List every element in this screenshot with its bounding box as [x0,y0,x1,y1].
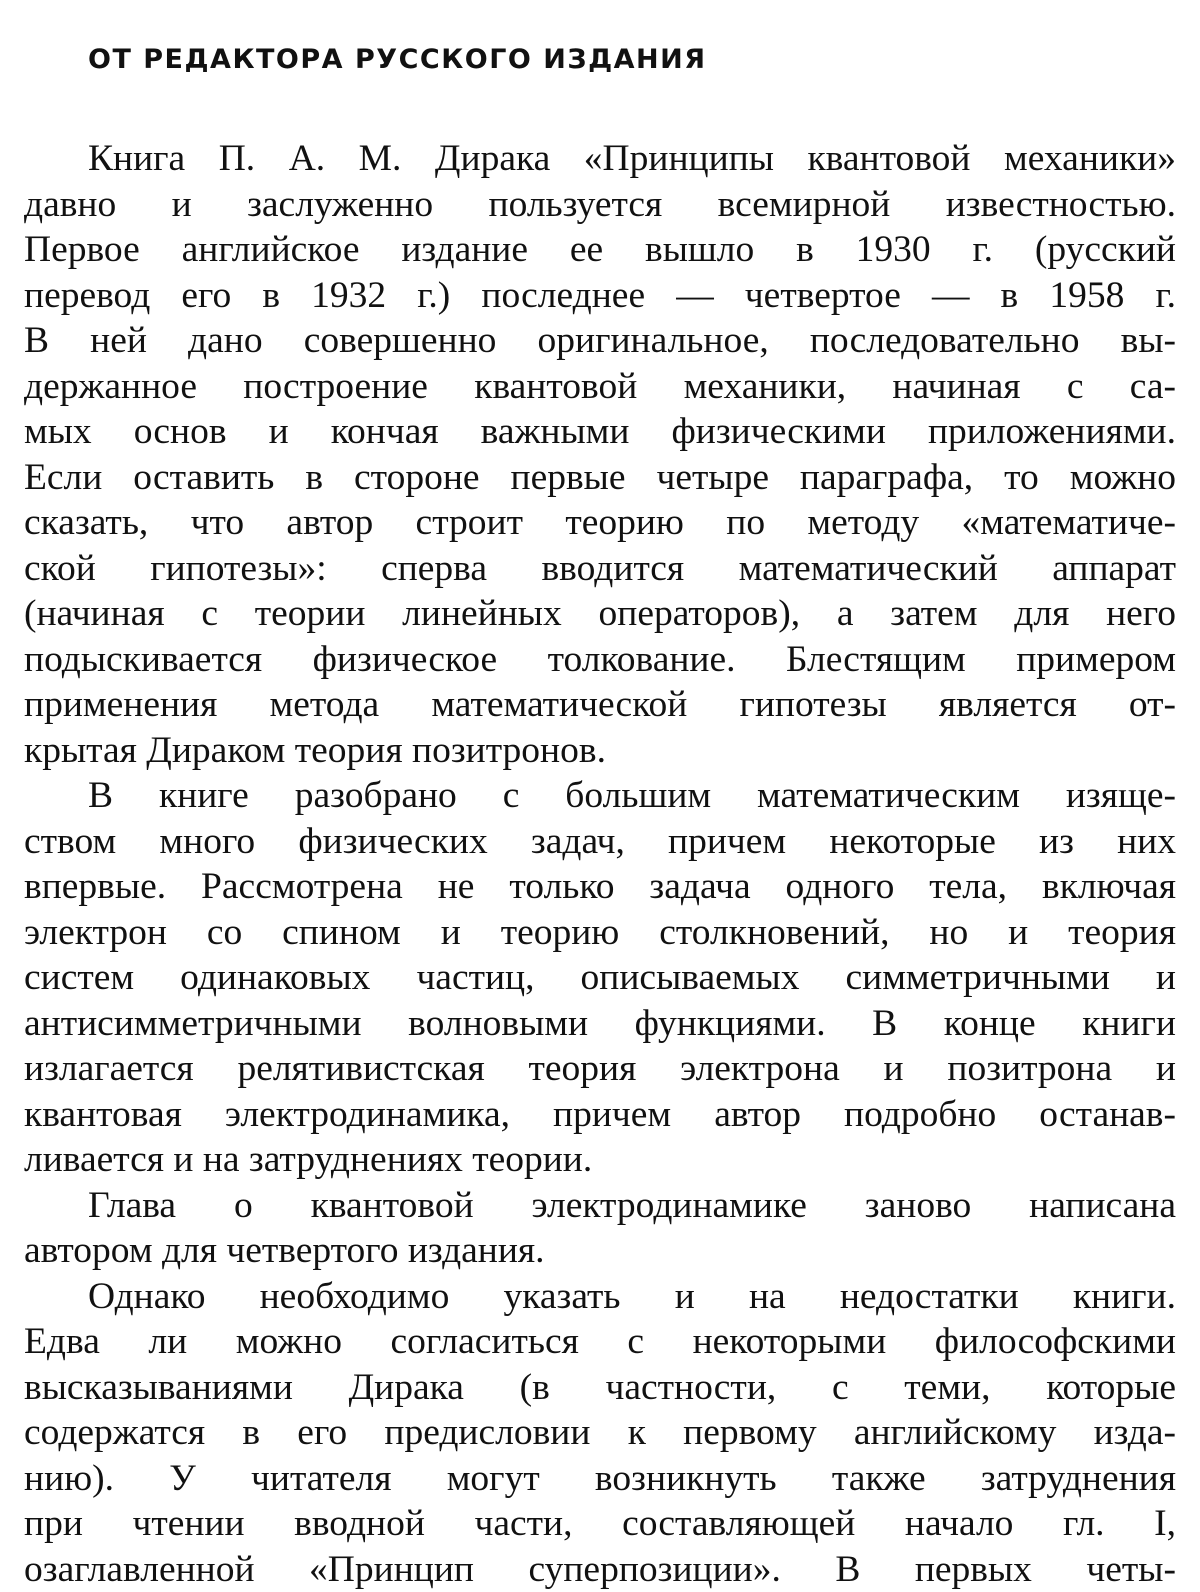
text-line: подыскивается физическое толкование. Блестящим примером [24,637,1176,683]
text-line: впервые. Рассмотрена не только задача одного тела, включая [24,864,1176,910]
text-line: Если оставить в стороне первые четыре параграфа, то можно [24,455,1176,501]
text-line: Глава о квантовой электродинамике заново написана [24,1183,1176,1229]
text-line: В книге разобрано с большим математическим изяще- [24,773,1176,819]
body-text [24,136,1176,1592]
text-line: при чтении вводной части, составляющей начало гл. I, [24,1501,1176,1547]
text-line: содержатся в его предисловии к первому английскому изда- [24,1410,1176,1456]
text-line: Первое английское издание ее вышло в 1930 г. (русский [24,227,1176,273]
text-line: сказать, что автор строит теорию по методу «математиче- [24,500,1176,546]
text-line: Однако необходимо указать и на недостатки книги. [24,1274,1176,1320]
text-line: давно и заслуженно пользуется всемирной известностью. [24,182,1176,228]
text-line: ской гипотезы»: сперва вводится математический аппарат [24,546,1176,592]
text-line: Книга П. А. М. Дирака «Принципы квантовой механики» [24,136,1176,182]
text-line: квантовая электродинамика, причем автор подробно останав- [24,1092,1176,1138]
text-line: мых основ и кончая важными физическими приложениями. [24,409,1176,455]
text-line: высказываниями Дирака (в частности, с теми, которые [24,1365,1176,1411]
text-line: Едва ли можно согласиться с некоторыми философскими [24,1319,1176,1365]
text-line: автором для четвертого издания. [24,1228,1176,1274]
text-line: применения метода математической гипотезы является от- [24,682,1176,728]
text-line: озаглавленной «Принцип суперпозиции». В первых четы- [24,1547,1176,1592]
text-line: ливается и на затруднениях теории. [24,1137,1176,1183]
text-line: В ней дано совершенно оригинальное, последовательно вы- [24,318,1176,364]
text-line: систем одинаковых частиц, описываемых симметричными и [24,955,1176,1001]
text-line: нию). У читателя могут возникнуть также затруднения [24,1456,1176,1502]
text-line: ством много физических задач, причем некоторые из них [24,819,1176,865]
text-line: (начиная с теории линейных операторов), а затем для него [24,591,1176,637]
text-line: антисимметричными волновыми функциями. В конце книги [24,1001,1176,1047]
text-line: крытая Дираком теория позитронов. [24,728,1176,774]
text-line: излагается релятивистская теория электрона и позитрона и [24,1046,1176,1092]
text-line: электрон со спином и теорию столкновений, но и теория [24,910,1176,956]
section-heading: ОТ РЕДАКТОРА РУССКОГО ИЗДАНИЯ [88,44,707,75]
text-line: перевод его в 1932 г.) последнее — четвертое — в 1958 г. [24,273,1176,319]
text-line: держанное построение квантовой механики, начиная с са- [24,364,1176,410]
